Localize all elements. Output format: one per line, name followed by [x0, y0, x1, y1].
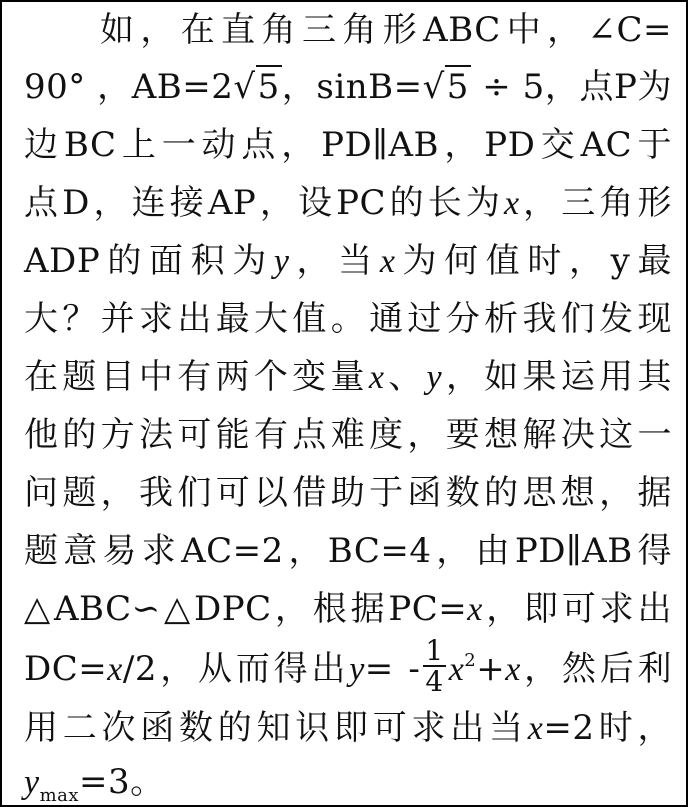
text-line-10 [24, 521, 672, 581]
text-segment: 点D，连接AP，设PC的长为 [24, 183, 504, 223]
text-segment: =3。 [79, 762, 165, 802]
text-line-12 [24, 634, 672, 699]
variable-x: x [379, 243, 396, 280]
variable-x: x [467, 591, 483, 628]
text-segment: 问题，我们可以借助于函数的思想，据 [24, 473, 672, 513]
fraction-denominator: 4 [425, 665, 444, 698]
sqrt-radicand: 5 [446, 67, 469, 107]
variable-x: x [503, 185, 520, 222]
text-segment: DC= [24, 649, 108, 689]
text-segment: 他的方法可能有点难度，要想解决这一 [24, 415, 672, 455]
variable-x: x [448, 651, 465, 688]
text-segment: 大？并求出最大值。通过分析我们发现 [24, 299, 672, 339]
text-segment: △ABC∽△DPC，根据PC= [24, 589, 468, 629]
text-segment: 90° ，AB=2 [24, 67, 234, 107]
sqrt-expression: √5 [233, 67, 280, 107]
text-segment: ，如果运用其 [442, 357, 672, 397]
text-line-1 [24, 0, 672, 60]
variable-x: x [527, 710, 544, 747]
fraction-numerator: 1 [425, 634, 444, 667]
text-segment: + [476, 649, 506, 689]
text-segment: 用二次函数的知识即可求出当 [24, 708, 528, 748]
variable-y: y [349, 651, 365, 688]
text-segment: 如，在直角三角形ABC中，∠C= [100, 10, 672, 50]
variable-x: x [107, 651, 123, 688]
fraction [423, 634, 445, 698]
text-line-5 [24, 231, 672, 291]
variable-x: x [505, 651, 521, 688]
exponent: 2 [464, 650, 477, 671]
text-line-11 [24, 579, 672, 639]
text-segment: =2时， [543, 708, 672, 748]
text-line-14 [24, 752, 672, 807]
text-segment: 为何值时，y最 [395, 241, 672, 281]
text-line-9 [24, 463, 672, 523]
text-line-7 [24, 347, 672, 407]
variable-y: y [24, 764, 40, 801]
text-segment: ，然后利 [520, 649, 672, 689]
text-segment: ，三角形 [519, 183, 672, 223]
text-line-4 [24, 173, 672, 233]
text-segment: ÷ 5，点P为 [470, 67, 672, 107]
text-segment: ，当 [289, 241, 380, 281]
text-segment: ，sinB= [281, 67, 423, 107]
text-segment: ADP的面积为 [24, 241, 274, 281]
text-segment: = - [364, 649, 421, 689]
text-segment: ，即可求出 [482, 589, 673, 629]
variable-y: y [273, 243, 290, 280]
variable-x: x [368, 359, 385, 396]
subscript: max [39, 785, 80, 806]
text-line-13 [24, 698, 672, 758]
text-segment: /2，从而得出 [122, 649, 350, 689]
sqrt-expression: √5 [422, 67, 469, 107]
text-line-2 [24, 57, 672, 117]
variable-y: y [426, 359, 443, 396]
text-segment: 在题目中有两个变量 [24, 357, 369, 397]
sqrt-radicand: 5 [257, 67, 280, 107]
text-segment: 、 [384, 357, 427, 397]
text-segment: 题意易求AC=2，BC=4，由PD∥AB得 [24, 531, 672, 571]
text-line-6 [24, 289, 672, 349]
text-line-8 [24, 405, 672, 465]
text-segment: 边BC上一动点，PD∥AB，PD交AC于 [24, 125, 672, 165]
text-line-3 [24, 115, 672, 175]
